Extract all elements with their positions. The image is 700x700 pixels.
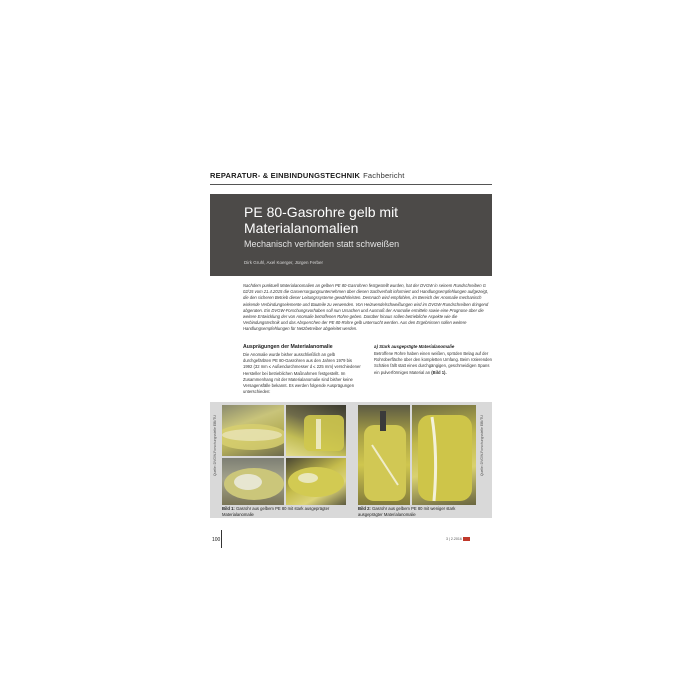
figure-panel <box>210 402 492 518</box>
photo-credit-1: Quelle: DVGW-Forschungsstelle EBI/TU <box>213 415 217 476</box>
pipe-shape <box>412 405 476 505</box>
publisher-logo-icon <box>463 537 470 541</box>
figure-1-photo-b <box>286 405 346 456</box>
footer-divider <box>221 530 222 548</box>
pipe-shape <box>222 405 284 456</box>
photo-credit-2: Quelle: DVGW-Forschungsstelle EBI/TU <box>480 415 484 476</box>
body-text-right-content: Betroffene Rohre haben einen weißen, spröden Belag auf der Rohroberfläche über den kompletten Umfang. Beim rotierenden Schälen fällt statt eines durchgängigen, geschmeidigen Spans ein pulverförmiges Material an <box>374 351 493 375</box>
figure-1-caption-text: Gasrohr aus gelbem PE 80 mit stark ausgeprägter Materialanomalie <box>222 506 330 517</box>
figure-1-photo-a <box>222 405 284 456</box>
figure-2-caption-text: Gasrohr aus gelbem PE 80 mit weniger stark ausgeprägter Materialanomalie <box>358 506 456 517</box>
column-left <box>243 344 361 395</box>
figure-1-photo-d <box>286 458 346 505</box>
pipe-shape <box>358 405 410 505</box>
section-kicker-sub: Fachbericht <box>363 171 405 180</box>
figure-1-label: Bild 1: <box>222 506 235 511</box>
section-heading: Ausprägungen der Materialanomalie <box>243 344 333 350</box>
figure-2-caption <box>358 506 476 517</box>
figure-1-caption <box>222 506 346 517</box>
article-authors: Dirk Gruhl, Axel Koerger, Jürgen Ferber <box>244 260 324 265</box>
pipe-shape <box>286 405 346 456</box>
article-intro: Nachdem punktuell Materialanomalien an gelben PE 80-Gasrohren festgestellt wurden, hat der DVGW in seinem Rundschreiben G 02/15 vom 21.4.2015 die Gasversorgungsunternehmen über diesen Sachverhalt informiert und Handlungsempfehlungen aufgezeigt, die den sicheren Betrieb dieser Leitungssysteme gewährleisten. Demnach wird empfohlen, im Bereich der Anomalie mechanisch wirkende Verbindungselemente und Bauteile zu verwenden. Von Heizwendelschweißungen wird im DVGW-Rundschreiben dringend abgeraten. Ein DVGW-Forschungsvorhaben soll nun Ursachen und Ausmaß der Anomalie ermitteln sowie eine Prognose über die weitere Entwicklung der von Anomalie betroffenen Rohre geben. Darüber hinaus sollen betriebliche Aspekte wie die Verbindungstechnik und das Absperrchen der PE 80-Rohre gelb untersucht werden. Aus den Ergebnissen sollen weitere Handlungsempfehlungen für Netzbetreiber abgeleitet werden. <box>243 283 489 332</box>
footer-issue <box>446 537 470 541</box>
figure-2-photo-a <box>358 405 410 505</box>
pipe-shape <box>222 458 284 505</box>
section-kicker <box>210 171 404 180</box>
section-kicker-bold: REPARATUR- & EINBINDUNGSTECHNIK <box>210 171 361 180</box>
issue-number: 3 | 2.2016 <box>446 537 462 541</box>
body-text-left: Die Anomalie wurde bisher ausschließlich an gelb durchgefärbten PE 80-Gasrohren aus den Jahren 1979 bis 1992 (32 mm ≤ Außendurchmesser d ≤ 225 mm) verschiedener Hersteller bei betrieblichen Maßnahmen festgestellt. Im Zusammenhang mit der Materialanomalie sind bisher keine Versagensfälle bekannt. Es werden folgende Ausprägungen unterschieden: <box>243 352 361 395</box>
figure-reference: (Bild 1). <box>431 369 447 375</box>
page-number: 100 <box>212 537 221 543</box>
section-header <box>210 170 492 185</box>
article-title: PE 80-Gasrohre gelb mit Materialanomalien <box>244 204 399 236</box>
body-text-right <box>374 351 492 376</box>
figure-2-label: Bild 2: <box>358 506 371 511</box>
pipe-shape <box>286 458 346 505</box>
title-block <box>210 194 492 276</box>
article-subtitle: Mechanisch verbinden statt schweißen <box>244 239 400 249</box>
column-right <box>374 344 492 376</box>
figure-2-photo-b <box>412 405 476 505</box>
figure-1-photo-c <box>222 458 284 505</box>
subsection-heading: a) Stark ausgeprägte Materialanomalie <box>374 344 455 349</box>
